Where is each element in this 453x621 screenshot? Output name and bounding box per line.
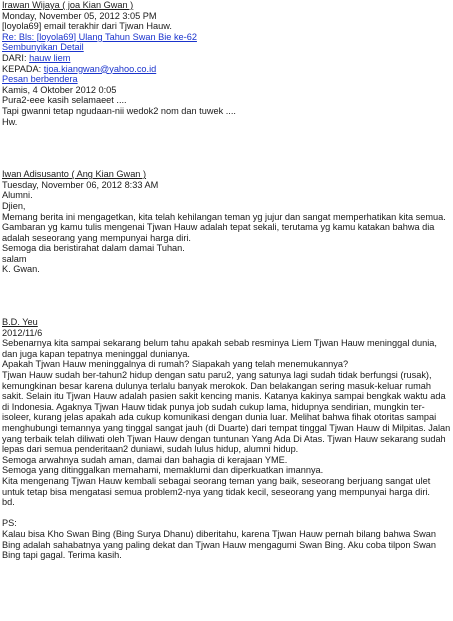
- msg1-date: Monday, November 05, 2012 3:05 PM: [2, 10, 157, 21]
- msg3-paragraph-3: Tjwan Hauw sudah ber-tahun2 hidup dengan satu paru2, yang satunya lagi sudah tidak berfungsi (rusak), kemungkinan besar karena dulunya terlalu banyak merokok. Dan belakangan sering masuk-keluar rumah sakit. Selain itu Tjwan Hauw adalah pasien sakit kencing manis. Katanya kakinya sampai bengkak waktu ada di Indonesia. Agaknya Tjwan Hauw tidak punya job sudah cukup lama, hidupnya sendirian, mungkin ter-isoleer, kurang jelas apakah ada cukup komunikasi dengan dunia luar. Melihat bahwa fihak otoritas sampai menghubungi temannya yang tinggal sangat jauh (di Duarte) dari tempat tinggal Tjwan Hauw di Milpitas. Jalan yang terbaik telah diliwati oleh Tjwan Hauw dengan tuntunan Yang Ada Di Atas. Tjwan Hauw sekarang sudah lepas dari semua penderitaan2 duniawi, sudah lulus hidup, alumni hidup.: [2, 370, 451, 455]
- msg1-author[interactable]: Irawan Wijaya ( joa Kian Gwan ): [2, 0, 134, 10]
- msg3-ps-label: PS:: [2, 518, 17, 529]
- msg1-subject: [loyola69] email terakhir dari Tjwan Hauw.: [2, 21, 172, 32]
- msg1-body-line3: Hw.: [2, 116, 18, 127]
- msg3-paragraph-1: Sebenarnya kita sampai sekarang belum tahu apakah sebab resminya Liem Tjwan Hauw meninggal dunia, dan juga kapan tepatnya meninggal dunianya.: [2, 338, 437, 359]
- msg1-quoted-date: Kamis, 4 Oktober 2012 0:05: [2, 84, 117, 95]
- msg3-date: 2012/11/6: [2, 327, 43, 338]
- msg3-paragraph-5: Semoga yang ditinggalkan memahami, memaklumi dan diperkuatkan imannya.: [2, 465, 324, 476]
- msg2-closing: salam: [2, 253, 27, 264]
- spacer: [2, 275, 451, 317]
- spacer: [2, 127, 451, 169]
- to-email-link[interactable]: tjoa.kiangwan@yahoo.co.id: [43, 63, 157, 74]
- msg2-date: Tuesday, November 06, 2012 8:33 AM: [2, 179, 159, 190]
- from-label: DARI:: [2, 52, 27, 63]
- hide-details-link[interactable]: Sembunyikan Detail: [2, 42, 84, 53]
- msg2-paragraph-1: Memang berita ini mengagetkan, kita telah kehilangan teman yg jujur dan sangat memperhatikan kita semua.: [2, 211, 446, 222]
- msg3-author[interactable]: B.D. Yeu: [2, 317, 38, 328]
- msg2-salutation: Djien,: [2, 200, 26, 211]
- msg1-from-row: [2, 53, 451, 64]
- msg1-to-row: [2, 64, 451, 75]
- msg3-ps-text: Kalau bisa Kho Swan Bing (Bing Surya Dhanu) diberitahu, karena Tjwan Hauw pernah bilang bahwa Swan Bing adalah sahabatnya yang paling dekat dan Tjwan Hauw mengagumi Swan Bing. Aku coba tilpon Swan Bing tapi gagal. Terima kasih.: [2, 528, 436, 561]
- spacer: [2, 508, 451, 519]
- from-name-link[interactable]: hauw liem: [29, 52, 71, 63]
- flagged-message-link[interactable]: Pesan berbendera: [2, 74, 78, 85]
- msg3-paragraph-2: Apakah Tjwan Hauw meninggalnya di rumah? Siapakah yang telah menemukannya?: [2, 359, 349, 370]
- msg2-paragraph-3: Semoga dia beristirahat dalam damai Tuhan.: [2, 243, 185, 254]
- email-thread: [2, 0, 451, 561]
- msg1-body-line1: Pura2-eee kasih selamaeet ....: [2, 95, 127, 106]
- msg2-signature: K. Gwan.: [2, 264, 40, 275]
- msg2-greeting: Alumni.: [2, 190, 33, 201]
- msg2-paragraph-2: Gambaran yg kamu tulis mengenai Tjwan Hauw adalah tepat sekali, terutama yg kamu katakan bahwa dia adalah seseorang yang mempunyai harga diri.: [2, 222, 435, 243]
- to-label: KEPADA:: [2, 63, 42, 74]
- msg3-paragraph-4: Semoga arwahnya sudah aman, damai dan bahagia di kerajaan YME.: [2, 454, 288, 465]
- msg3-sign: bd.: [2, 497, 15, 508]
- msg3-paragraph-6: Kita mengenang Tjwan Hauw kembali sebagai seorang teman yang baik, seseorang berjuang sangat ulet untuk tetap bisa mengatasi semua problem2-nya yang tidak kecil, seseorang yang mempunyai harga diri.: [2, 475, 431, 497]
- msg2-author[interactable]: Iwan Adisusanto ( Ang Kian Gwan ): [2, 169, 147, 180]
- msg1-body-line2: Tapi gwanni tetap ngudaan-nii wedok2 nom dan tuwek ....: [2, 105, 236, 116]
- msg1-reply-link[interactable]: Re: Bls: [loyola69] Ulang Tahun Swan Bie ke-62: [2, 31, 197, 42]
